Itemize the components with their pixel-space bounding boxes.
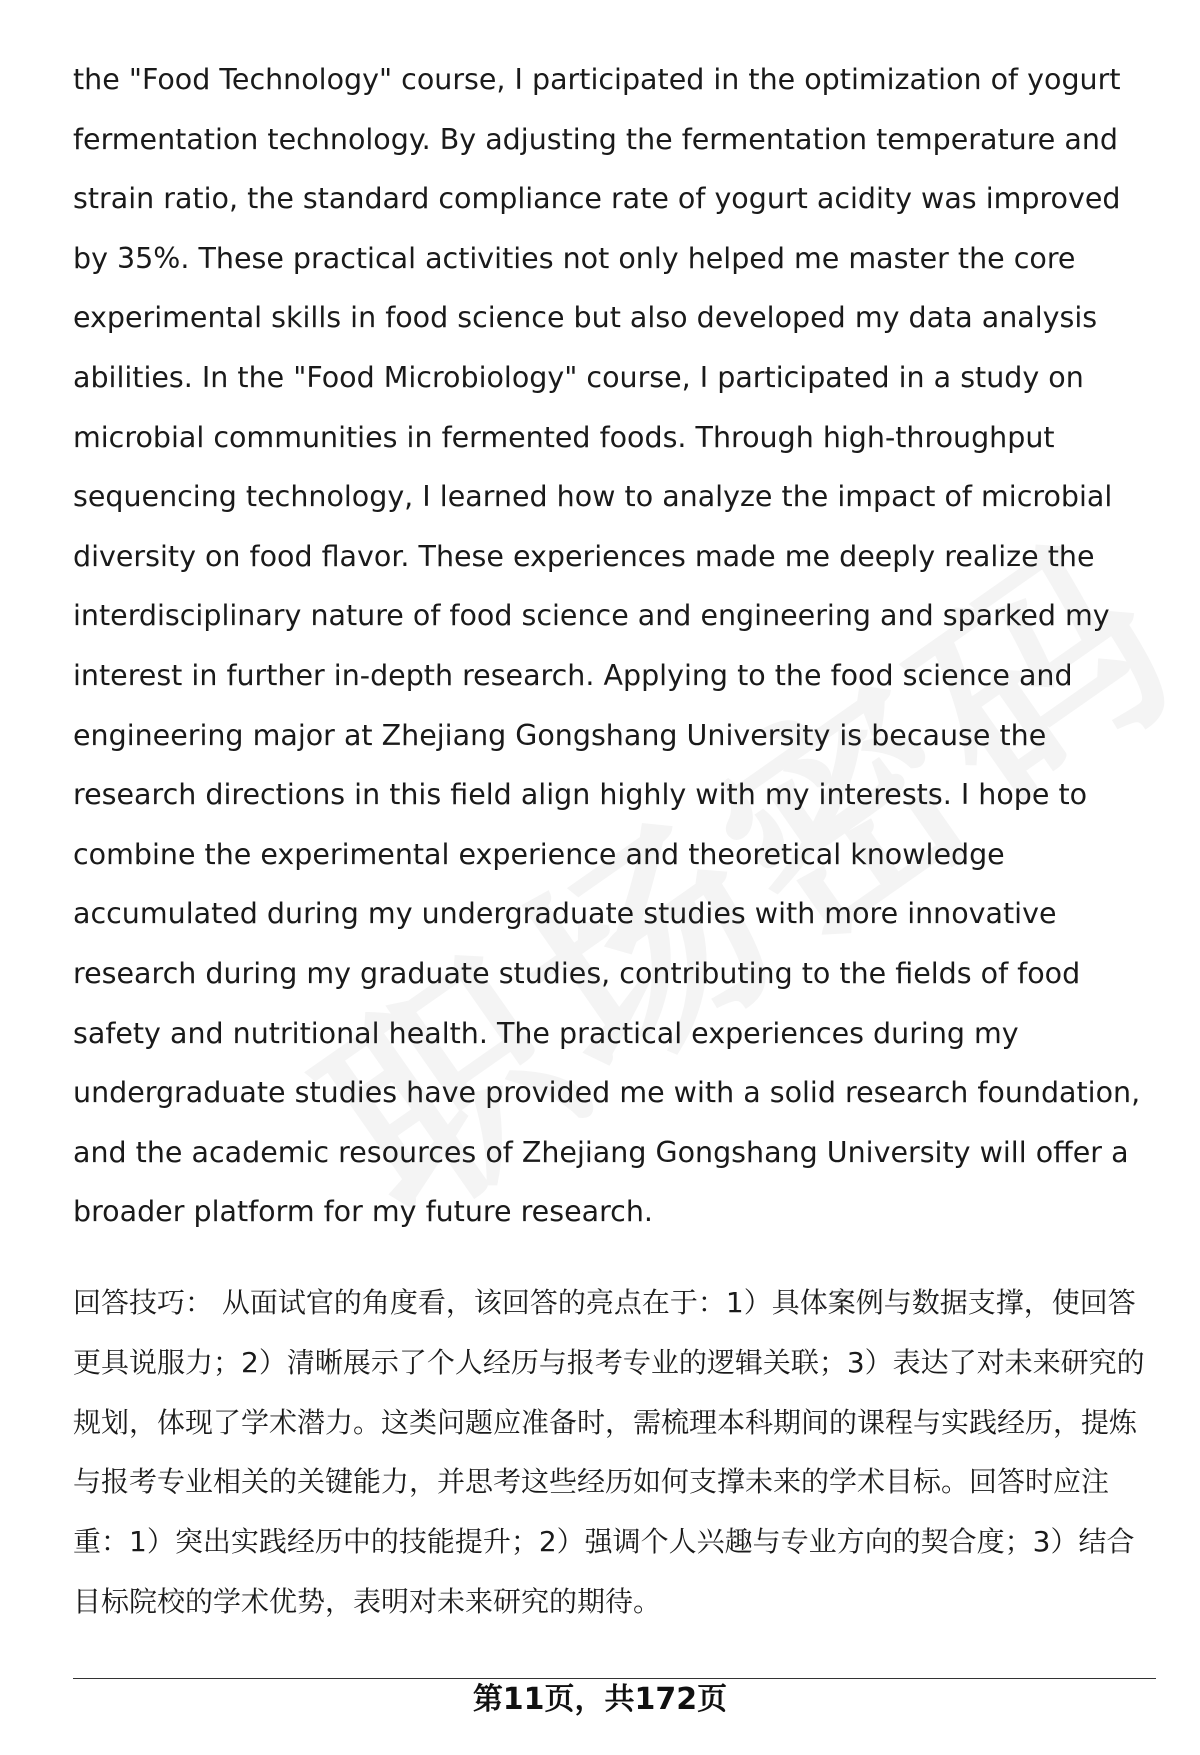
answer-paragraph: the "Food Technology" course, I participated in the optimization of yogurt fermentation technology. By adjusting the fermentation temperature and strain ratio, the standard compliance rate of yogurt acidity was improved by 35%. These practical activities not only helped me master the core experimental skills in food science but also developed my data analysis abilities. In the "Food Microbiology" course, I participated in a study on microbial communities in fermented foods. Through high-throughput sequencing technology, I learned how to analyze the impact of microbial diversity on food flavor. These experiences made me deeply realize the interdisciplinary nature of food science and engineering and sparked my interest in further in-depth research. Applying to the food science and engineering major at Zhejiang Gongshang University is because the research directions in this field align highly with my interests. I hope to combine the experimental experience and theoretical knowledge accumulated during my undergraduate studies with more innovative research during my graduate studies, contributing to the fields of food safety and nutritional health. The practical experiences during my undergraduate studies have provided me with a solid research foundation, and the academic resources of Zhejiang Gongshang University will offer a broader platform for my future research.	[73, 63, 1141, 1229]
page-number: 第11页，共172页	[472, 1682, 728, 1717]
answer-tips-paragraph: 回答技巧： 从面试官的角度看，该回答的亮点在于：1）具体案例与数据支撑，使回答更具说服力；2）清晰展示了个人经历与报考专业的逻辑关联；3）表达了对未来研究的规划，体现了学术潜力。这类问题应准备时，需梳理本科期间的课程与实践经历，提炼与报考专业相关的关键能力，并思考这些经历如何支撑未来的学术目标。回答时应注重：1）突出实践经历中的技能提升；2）强调个人兴趣与专业方向的契合度；3）结合目标院校的学术优势，表明对未来研究的期待。	[73, 1286, 1145, 1618]
footer-divider	[73, 1678, 1156, 1679]
